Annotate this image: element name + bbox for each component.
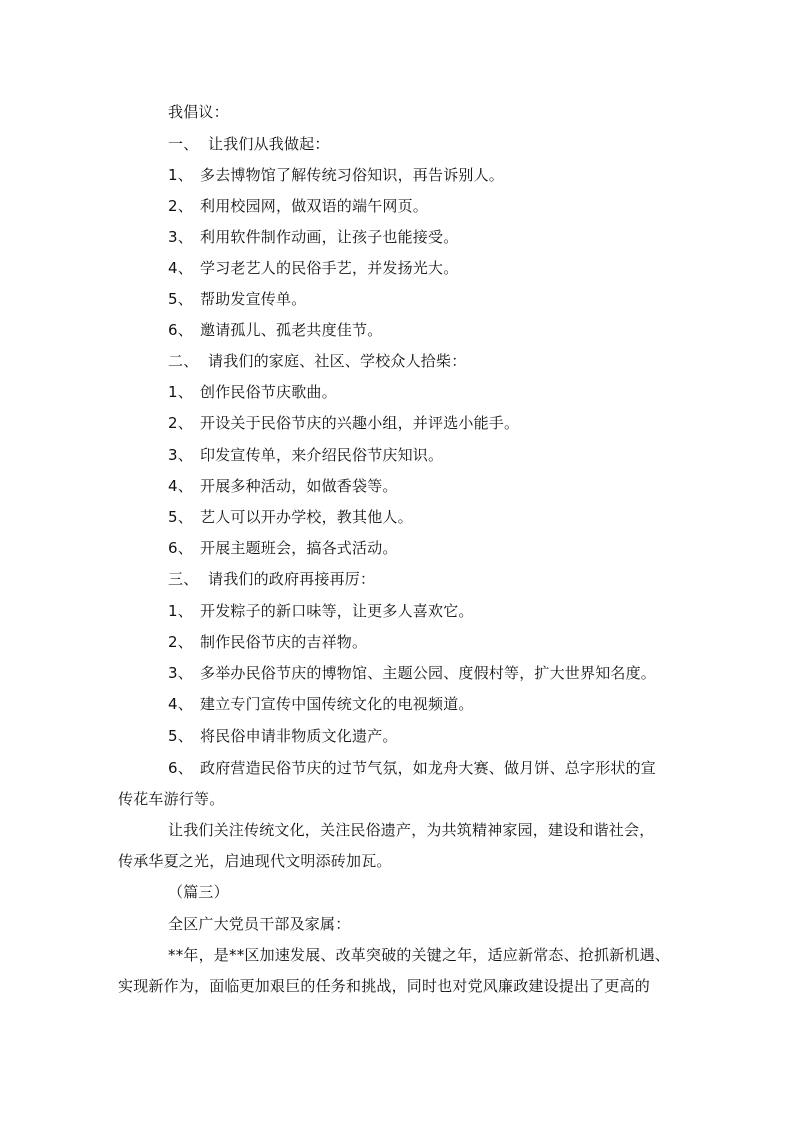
section-title: 请我们的家庭、社区、学校众人拾柴：	[208, 352, 467, 370]
list-item	[168, 196, 428, 216]
closing-line-1: 让我们关注传统文化，关注民俗遗产，为共筑精神家园，建设和谐社会，	[168, 821, 655, 839]
list-item	[168, 289, 306, 309]
list-item	[168, 445, 443, 465]
item-text: 制作民俗节庆的吉祥物。	[200, 633, 368, 651]
section-title: 请我们的政府再接再厉：	[208, 570, 376, 588]
item-marker: 3、	[168, 664, 193, 682]
item-text: 开发粽子的新口味等，让更多人喜欢它。	[200, 602, 474, 620]
item-marker: 4、	[168, 477, 193, 495]
section-title: 让我们从我做起：	[208, 135, 330, 153]
body-line-2: 实现新作为，面临更加艰巨的任务和挑战，同时也对党风廉政建设提出了更高的	[118, 977, 651, 995]
item-marker: 6、	[168, 321, 193, 339]
item-marker: 5、	[168, 508, 193, 526]
item-text: 多去博物馆了解传统习俗知识，再告诉别人。	[200, 166, 505, 184]
item-marker: 5、	[168, 727, 193, 745]
item-marker: 6、	[168, 539, 193, 557]
item-marker: 2、	[168, 197, 193, 215]
list-item	[168, 601, 474, 621]
item-text: 开设关于民俗节庆的兴趣小组，并评选小能手。	[200, 414, 520, 432]
intro-text: 我倡议：	[168, 103, 229, 121]
item-marker: 4、	[168, 259, 193, 277]
salutation: 全区广大党员干部及家属：	[168, 915, 351, 933]
section-heading	[168, 569, 375, 589]
list-item	[168, 694, 474, 714]
list-item	[168, 507, 413, 527]
item-text: 印发宣传单，来介绍民俗节庆知识。	[200, 446, 444, 464]
list-item	[168, 663, 656, 683]
list-item	[168, 632, 367, 652]
item-marker: 1、	[168, 602, 193, 620]
list-item	[168, 382, 337, 402]
list-item	[168, 227, 458, 247]
item-marker: 3、	[168, 228, 193, 246]
item-text: 创作民俗节庆歌曲。	[200, 383, 337, 401]
section-marker: 一、	[168, 135, 199, 153]
list-item	[168, 258, 458, 278]
item-text: 帮助发宣传单。	[200, 290, 307, 308]
item-marker: 1、	[168, 383, 193, 401]
list-item	[168, 538, 398, 558]
item-text: 建立专门宣传中国传统文化的电视频道。	[200, 695, 474, 713]
item-marker: 2、	[168, 633, 193, 651]
list-item	[168, 413, 519, 433]
list-item-continuation: 传花车游行等。	[118, 790, 225, 808]
item-marker: 2、	[168, 414, 193, 432]
section-heading	[168, 134, 330, 154]
item-marker: 3、	[168, 446, 193, 464]
list-item	[168, 476, 398, 496]
part-heading: （篇三）	[168, 883, 229, 901]
item-marker: 6、	[168, 759, 193, 777]
list-item	[168, 758, 656, 778]
item-text: 学习老艺人的民俗手艺，并发扬光大。	[200, 259, 459, 277]
body-line-1: **年，是**区加速发展、改革突破的关键之年，适应新常态、抢抓新机遇、	[168, 946, 671, 964]
item-text: 艺人可以开办学校，教其他人。	[200, 508, 413, 526]
section-heading	[168, 351, 466, 371]
item-text: 开展主题班会，搞各式活动。	[200, 539, 398, 557]
section-marker: 三、	[168, 570, 199, 588]
item-marker: 4、	[168, 695, 193, 713]
item-text: 多举办民俗节庆的博物馆、主题公园、度假村等，扩大世界知名度。	[200, 664, 657, 682]
item-text: 政府营造民俗节庆的过节气氛，如龙舟大赛、做月饼、总字形状的宣	[200, 759, 657, 777]
closing-line-2: 传承华夏之光，启迪现代文明添砖加瓦。	[118, 852, 392, 870]
item-text: 邀请孤儿、孤老共度佳节。	[200, 321, 383, 339]
list-item	[168, 726, 398, 746]
item-text: 将民俗申请非物质文化遗产。	[200, 727, 398, 745]
item-text: 利用校园网，做双语的端午网页。	[200, 197, 429, 215]
item-marker: 5、	[168, 290, 193, 308]
item-text: 利用软件制作动画，让孩子也能接受。	[200, 228, 459, 246]
section-marker: 二、	[168, 352, 199, 370]
item-marker: 1、	[168, 166, 193, 184]
item-text: 开展多种活动，如做香袋等。	[200, 477, 398, 495]
list-item	[168, 320, 382, 340]
list-item	[168, 165, 504, 185]
